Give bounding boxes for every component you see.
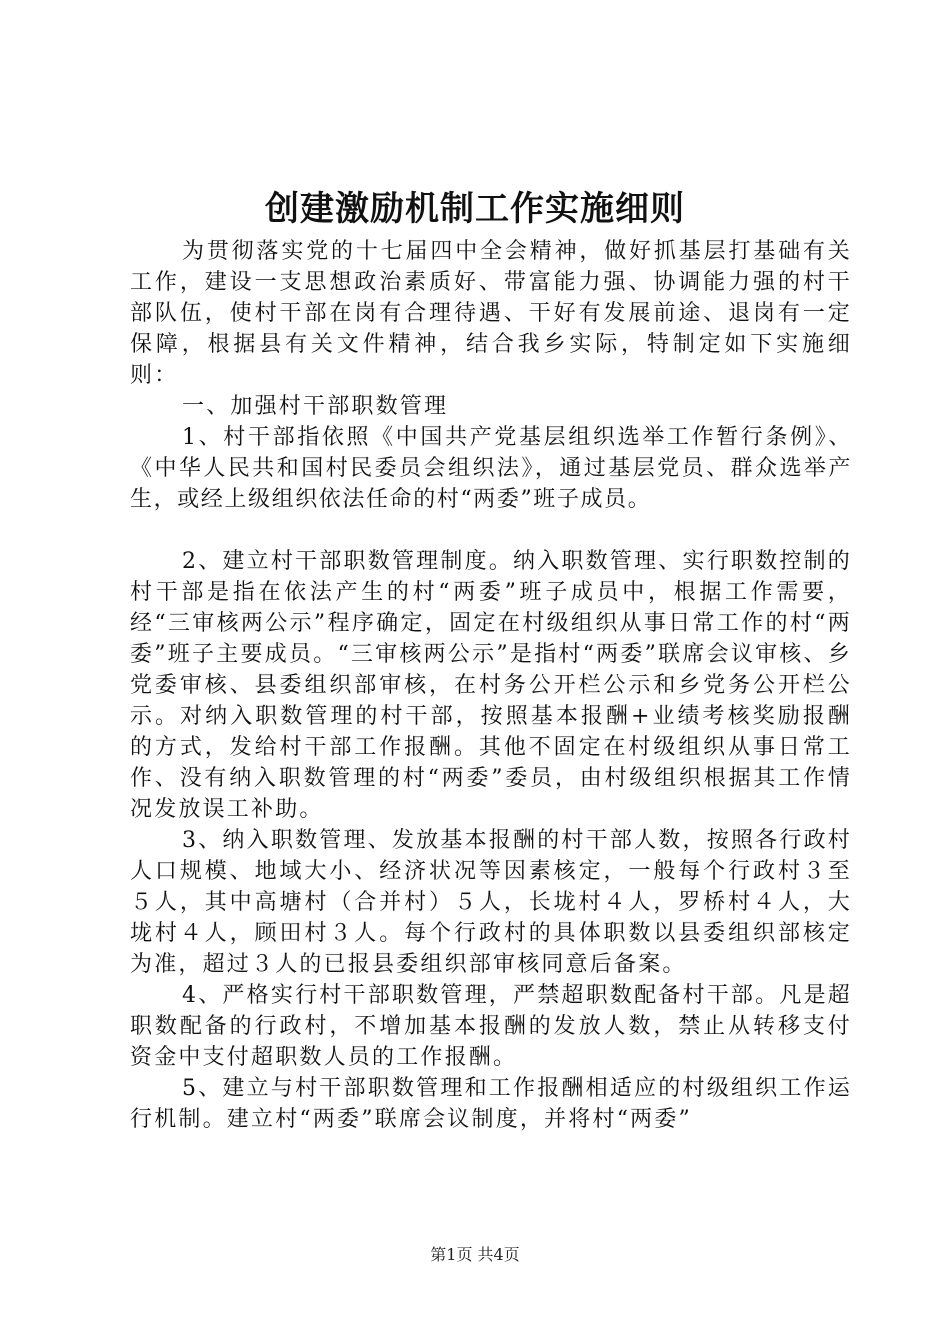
paragraph-item-5: 5、建立与村干部职数管理和工作报酬相适应的村级组织工作运行机制。建立村“两委”联席会议制度，并将村“两委” (130, 1076, 852, 1132)
document-body (130, 236, 852, 1135)
page-footer: 第1页 共4页 (430, 1245, 520, 1264)
paragraph-item-3: 3、纳入职数管理、发放基本报酬的村干部人数，按照各行政村人口规模、地域大小、经济状况等因素核定，一般每个行政村３至５人，其中高塘村（合并村）５人，长垅村４人，罗桥村４人，大垅村４人，顾田村３人。每个行政村的具体职数以县委组织部核定为准，超过３人的已报县委组织部审核同意后备案。 (130, 828, 852, 977)
paragraph-intro: 为贯彻落实党的十七届四中全会精神，做好抓基层打基础有关工作，建设一支思想政治素质好、带富能力强、协调能力强的村干部队伍，使村干部在岗有合理待遇、干好有发展前途、退岗有一定保障，根据县有关文件精神，结合我乡实际，特制定如下实施细则： (130, 239, 852, 388)
section-heading-1: 一、加强村干部职数管理 (182, 394, 449, 419)
paragraph-item-1: 1、村干部指依照《中国共产党基层组织选举工作暂行条例》、《中华人民共和国村民委员会组织法》，通过基层党员、群众选举产生，或经上级组织依法任命的村“两委”班子成员。 (130, 425, 852, 512)
paragraph-item-4: 4、严格实行村干部职数管理，严禁超职数配备村干部。凡是超职数配备的行政村，不增加基本报酬的发放人数，禁止从转移支付资金中支付超职数人员的工作报酬。 (130, 983, 852, 1070)
blank-line (130, 515, 852, 546)
document-title: 创建激励机制工作实施细则 (265, 189, 685, 229)
paragraph-item-2: 2、建立村干部职数管理制度。纳入职数管理、实行职数控制的村干部是指在依法产生的村“两委”班子成员中，根据工作需要，经“三审核两公示”程序确定，固定在村级组织从事日常工作的村“两委”班子主要成员。“三审核两公示”是指村“两委”联席会议审核、乡党委审核、县委组织部审核，在村务公开栏公示和乡党务公开栏公示。对纳入职数管理的村干部，按照基本报酬+业绩考核奖励报酬的方式，发给村干部工作报酬。其他不固定在村级组织从事日常工作、没有纳入职数管理的村“两委”委员，由村级组织根据其工作情况发放误工补助。 (130, 549, 852, 822)
